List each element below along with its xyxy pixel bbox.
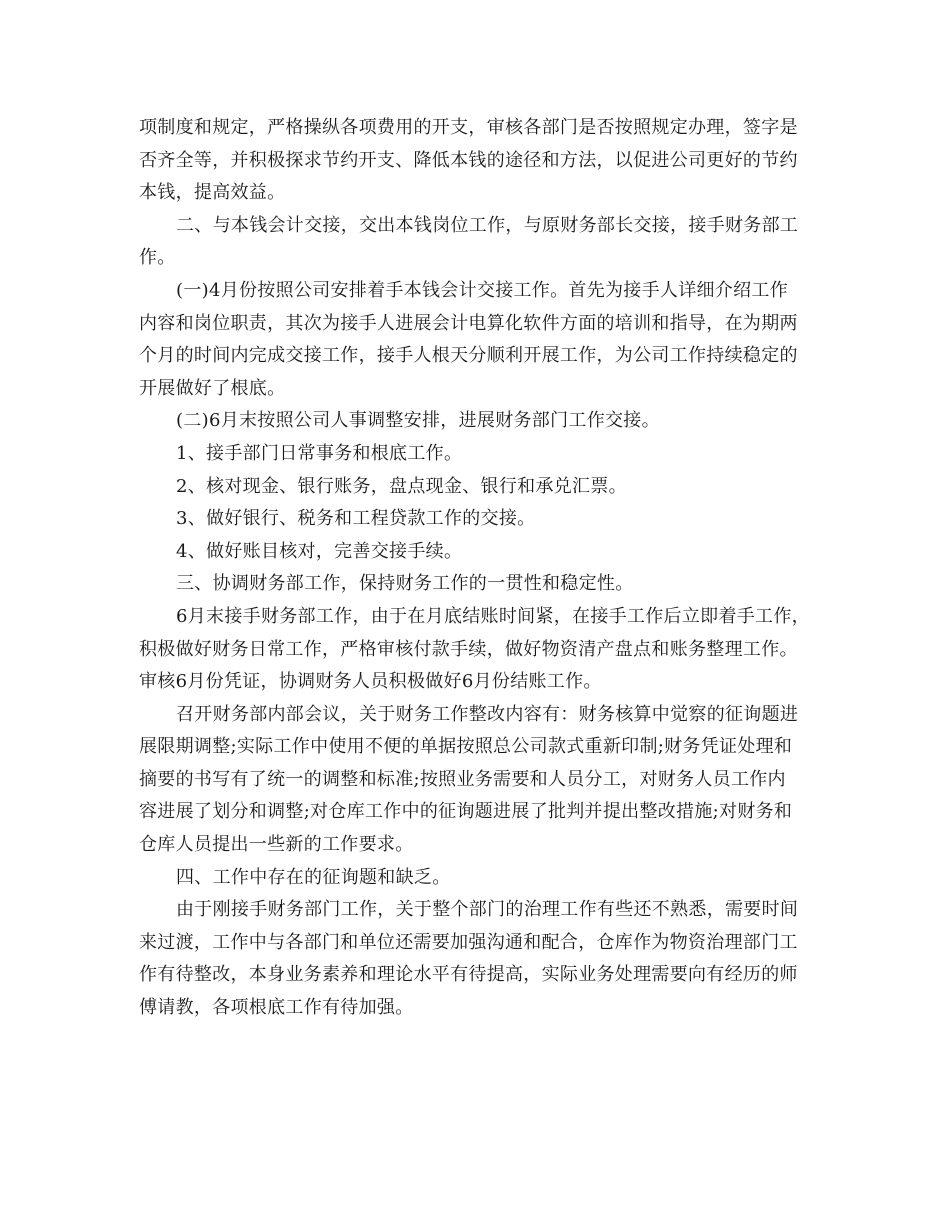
section-heading: 二、与本钱会计交接，交出本钱岗位工作，与原财务部长交接，接手财务部工 [176, 214, 799, 236]
text-line: 仓库人员提出一些新的工作要求。 [139, 834, 414, 856]
subsection-paragraph: (一)4月份按照公司安排着手本钱会计交接工作。首先为接手人详细介绍工作 [176, 279, 788, 301]
paragraph-start: 召开财务部内部会议，关于财务工作整改内容有：财务核算中觉察的征询题进 [176, 703, 799, 725]
paragraph-start: 由于刚接手财务部门工作，关于整个部门的治理工作有些还不熟悉，需要时间 [176, 899, 799, 921]
list-item: 2、核对现金、银行账务，盘点现金、银行和承兑汇票。 [176, 475, 627, 497]
section-heading: 三、协调财务部工作，保持财务工作的一贯性和稳定性。 [176, 573, 634, 595]
text-line: 本钱，提高效益。 [139, 182, 286, 204]
text-line: 积极做好财务日常工作，严格审核付款手续，做好物资清产盘点和账务整理工作。 [139, 638, 798, 660]
text-line: 作。 [139, 247, 176, 269]
document-body [139, 112, 829, 1025]
text-line: 项制度和规定，严格操纵各项费用的开支，审核各部门是否按照规定办理，签字是 [139, 117, 798, 138]
list-item: 4、做好账目核对，完善交接手续。 [176, 540, 463, 562]
text-line: 个月的时间内完成交接工作，接手人根天分顺利开展工作，为公司工作持续稳定的 [139, 345, 798, 367]
text-line: 作有待整改，本身业务素养和理论水平有待提高，实际业务处理需要向有经历的师 [139, 964, 798, 986]
text-line: 来过渡，工作中与各部门和单位还需要加强沟通和配合，仓库作为物资治理部门工 [139, 931, 798, 953]
section-heading: 四、工作中存在的征询题和缺乏。 [176, 866, 451, 888]
text-line: 容进展了划分和调整;对仓库工作中的征询题进展了批判并提出整改措施;对财务和 [139, 801, 793, 823]
text-line: 展限期调整;实际工作中使用不便的单据按照总公司款式重新印制;财务凭证处理和 [139, 736, 793, 758]
text-line: 傅请教，各项根底工作有待加强。 [139, 997, 414, 1019]
text-line: 摘要的书写有了统一的调整和标准;按照业务需要和人员分工，对财务人员工作内 [139, 768, 786, 790]
text-line: 否齐全等，并积极探求节约开支、降低本钱的途径和方法，以促进公司更好的节约 [139, 149, 798, 171]
text-line: 审核6月份凭证，协调财务人员积极做好6月份结账工作。 [139, 671, 602, 693]
list-item: 1、接手部门日常事务和根底工作。 [176, 442, 463, 464]
text-line: 内容和岗位职责，其次为接手人进展会计电算化软件方面的培训和指导，在为期两 [139, 312, 798, 334]
paragraph-start: 6月末接手财务部工作，由于在月底结账时间紧，在接手工作后立即着手工作， [176, 605, 810, 627]
list-item: 3、做好银行、税务和工程贷款工作的交接。 [176, 508, 536, 530]
subsection-paragraph: (二)6月末按照公司人事调整安排，进展财务部门工作交接。 [176, 410, 660, 432]
text-line: 开展做好了根底。 [139, 377, 286, 399]
